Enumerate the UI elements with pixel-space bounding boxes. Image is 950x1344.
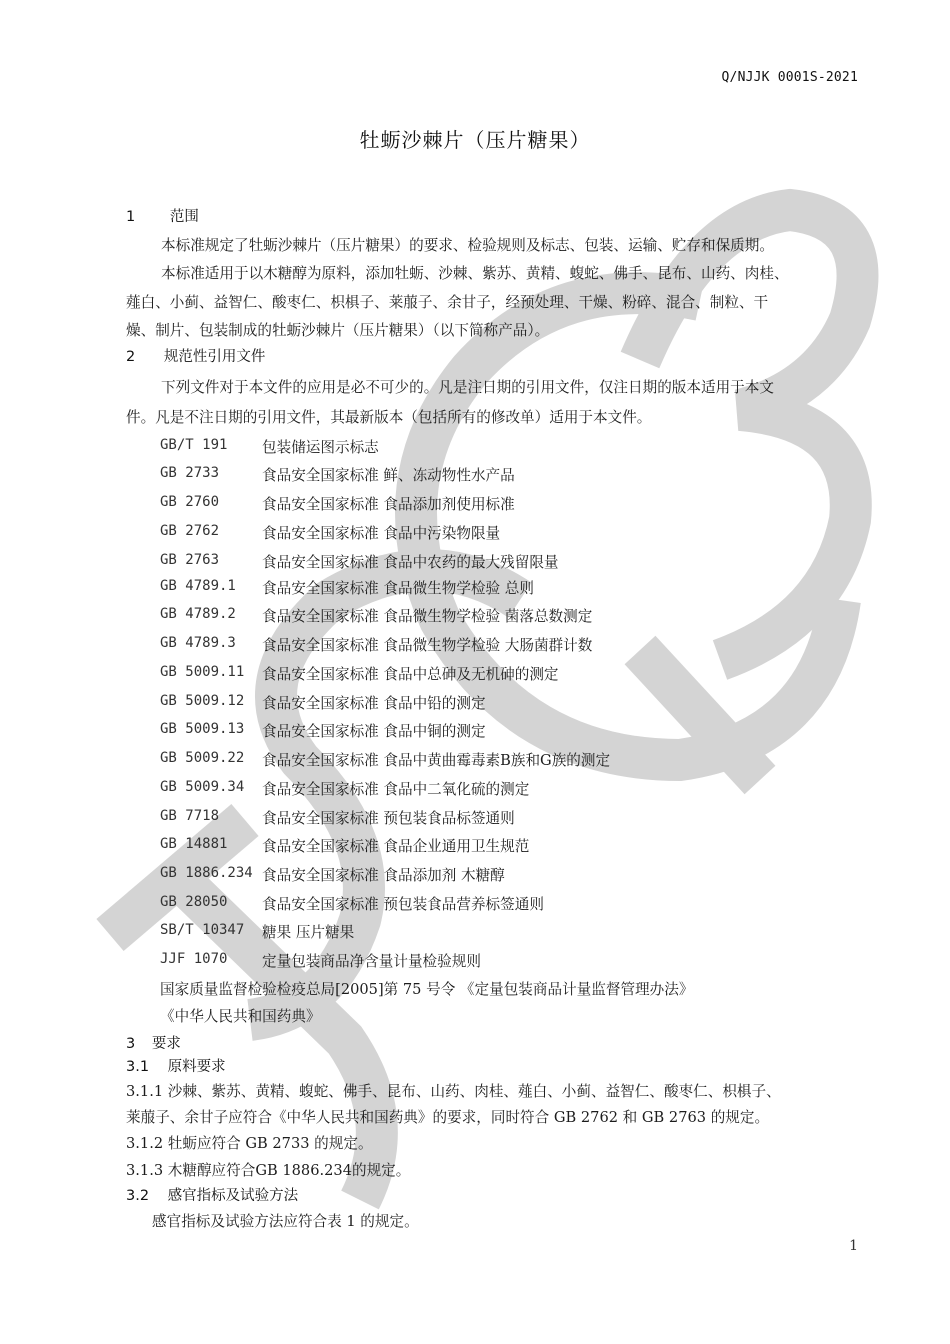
reference-title: 食品安全国家标准 食品中铜的测定: [262, 723, 486, 740]
reference-code: GB 5009.12: [160, 693, 245, 709]
page-number: 1: [849, 1238, 858, 1254]
clause-3-1-1-line-2: 莱菔子、余甘子应符合《中华人民共和国药典》的要求，同时符合 GB 2762 和 GB 2763 的规定。: [126, 1109, 770, 1126]
scope-paragraph-2-line-3: 燥、制片、包装制成的牡蛎沙棘片（压片糖果）（以下简称产品）。: [126, 322, 550, 339]
reference-title: 食品安全国家标准 鲜、冻动物性水产品: [262, 467, 515, 484]
section-number: 3: [126, 1036, 136, 1052]
reference-title: 食品安全国家标准 食品中黄曲霉毒素B族和G族的测定: [262, 752, 611, 769]
standard-code: Q/NJJK 0001S-2021: [721, 70, 858, 85]
reference-code: GB 1886.234: [160, 865, 253, 881]
section-3-1-heading: [126, 1055, 226, 1076]
reference-title: 食品安全国家标准 预包装食品营养标签通则: [262, 896, 544, 913]
section-2-heading: [126, 345, 265, 366]
reference-title: 食品安全国家标准 食品添加剂 木糖醇: [262, 867, 505, 884]
section-title: 感官指标及试验方法: [167, 1188, 299, 1204]
section-number: 2: [126, 349, 136, 365]
reference-title: 糖果 压片糖果: [262, 924, 355, 941]
clause-3-1-3: 3.1.3 木糖醇应符合GB 1886.234的规定。: [126, 1162, 411, 1179]
reference-code: GB 14881: [160, 836, 228, 852]
reference-code: GB 7718: [160, 808, 220, 824]
section-number: 3.2: [126, 1188, 150, 1204]
scope-paragraph-2-line-1: 本标准适用于以木糖醇为原料，添加牡蛎、沙棘、紫苏、黄精、蝮蛇、佛手、昆布、山药、肉桂、: [161, 265, 789, 282]
decree-reference: 国家质量监督检验检疫总局[2005]第 75 号令 《定量包装商品计量监督管理办法》: [160, 981, 694, 998]
reference-code: GB 5009.13: [160, 721, 245, 737]
reference-title: 食品安全国家标准 食品中二氧化硫的测定: [262, 781, 530, 798]
reference-title: 食品安全国家标准 食品中农药的最大残留限量: [262, 554, 559, 571]
reference-title: 食品安全国家标准 食品中污染物限量: [262, 525, 501, 542]
section-3-2-heading: [126, 1184, 298, 1205]
section-title: 原料要求: [167, 1059, 226, 1075]
reference-code: GB 5009.11: [160, 664, 245, 680]
reference-code: GB 4789.3: [160, 635, 236, 651]
section-3-heading: [126, 1032, 181, 1053]
reference-code: GB 4789.2: [160, 606, 236, 622]
pharmacopoeia-reference: 《中华人民共和国药典》: [160, 1008, 321, 1025]
scope-paragraph-1: 本标准规定了牡蛎沙棘片（压片糖果）的要求、检验规则及标志、包装、运输、贮存和保质期。: [161, 237, 774, 254]
clause-3-1-1-line-1: 3.1.1 沙棘、紫苏、黄精、蝮蛇、佛手、昆布、山药、肉桂、薤白、小蓟、益智仁、酸枣仁、枳椇子、: [126, 1083, 781, 1100]
reference-title: 食品安全国家标准 食品微生物学检验 大肠菌群计数: [262, 637, 593, 654]
reference-code: GB 28050: [160, 894, 228, 910]
reference-title: 定量包装商品净含量计量检验规则: [262, 953, 481, 970]
references-intro-line-2: 件。凡是不注日期的引用文件，其最新版本（包括所有的修改单）适用于本文件。: [126, 409, 652, 426]
reference-code: GB 2762: [160, 523, 220, 539]
references-intro-line-1: 下列文件对于本文件的应用是必不可少的。凡是注日期的引用文件，仅注日期的版本适用于本文: [161, 379, 774, 396]
clause-3-2-text: 感官指标及试验方法应符合表 1 的规定。: [152, 1213, 419, 1230]
reference-title: 食品安全国家标准 食品微生物学检验 总则: [262, 580, 534, 597]
reference-title: 食品安全国家标准 食品微生物学检验 菌落总数测定: [262, 608, 593, 625]
section-title: 范围: [169, 209, 199, 225]
reference-code: GB/T 191: [160, 437, 228, 453]
reference-title: 食品安全国家标准 食品添加剂使用标准: [262, 496, 515, 513]
reference-code: JJF 1070: [160, 951, 228, 967]
reference-code: GB 5009.34: [160, 779, 245, 795]
reference-code: GB 2763: [160, 552, 220, 568]
reference-code: GB 2733: [160, 465, 220, 481]
reference-title: 包装储运图示标志: [262, 439, 379, 456]
section-title: 要求: [151, 1036, 181, 1052]
section-1-heading: [126, 205, 199, 226]
reference-title: 食品安全国家标准 预包装食品标签通则: [262, 810, 515, 827]
reference-title: 食品安全国家标准 食品中总砷及无机砷的测定: [262, 666, 559, 683]
reference-code: GB 2760: [160, 494, 220, 510]
section-number: 1: [126, 209, 136, 225]
section-number: 3.1: [126, 1059, 150, 1075]
reference-code: GB 5009.22: [160, 750, 245, 766]
document-title: 牡蛎沙棘片（压片糖果）: [359, 128, 591, 152]
section-title: 规范性引用文件: [163, 349, 266, 365]
reference-title: 食品安全国家标准 食品中铅的测定: [262, 695, 486, 712]
scope-paragraph-2-line-2: 薤白、小蓟、益智仁、酸枣仁、枳椇子、莱菔子、余甘子，经预处理、干燥、粉碎、混合、制粒、干: [126, 294, 769, 311]
reference-title: 食品安全国家标准 食品企业通用卫生规范: [262, 838, 530, 855]
reference-code: GB 4789.1: [160, 578, 236, 594]
reference-code: SB/T 10347: [160, 922, 245, 938]
clause-3-1-2: 3.1.2 牡蛎应符合 GB 2733 的规定。: [126, 1135, 373, 1152]
